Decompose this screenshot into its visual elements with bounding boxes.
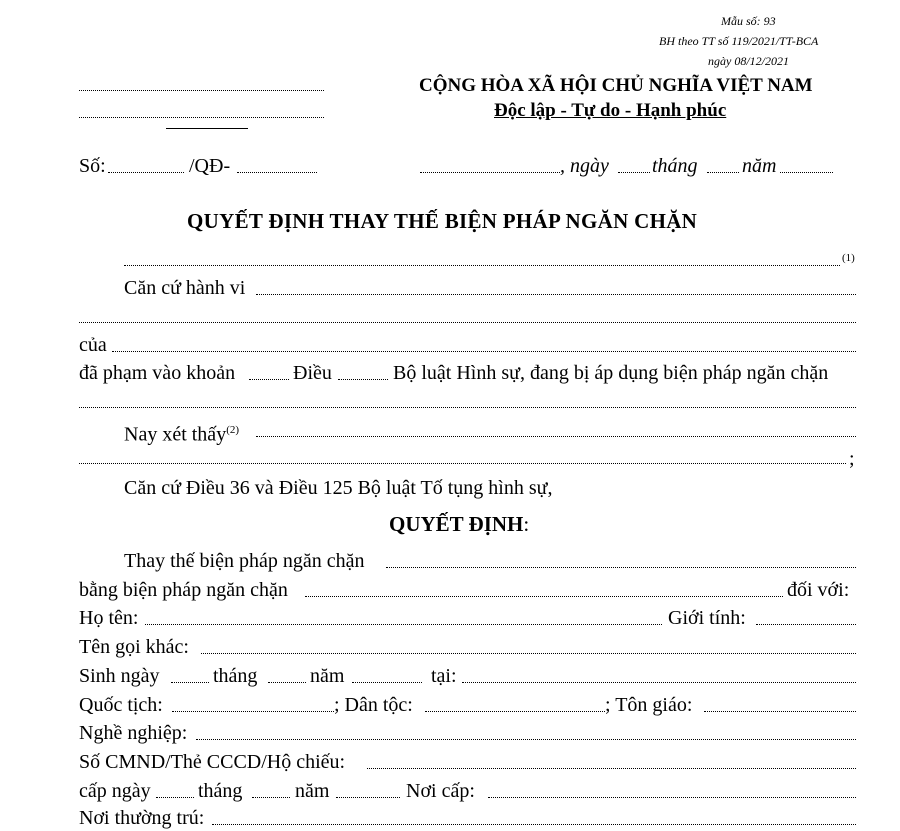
against-label: đối với: (787, 579, 850, 601)
birth-year-label: năm (310, 665, 345, 687)
article-label: Điều (293, 362, 332, 384)
agency-underline (166, 128, 248, 129)
national-name: CỘNG HÒA XÃ HỘI CHỦ NGHĨA VIỆT NAM (419, 75, 813, 96)
alias-label: Tên gọi khác: (79, 636, 189, 658)
consider-field-2[interactable] (79, 463, 846, 464)
birth-year-field[interactable] (352, 682, 422, 683)
number-field[interactable] (108, 172, 184, 173)
issue-place-label: Nơi cấp: (406, 780, 475, 802)
act-field-2[interactable] (79, 322, 856, 323)
issue-year-field[interactable] (336, 797, 400, 798)
birth-month-field[interactable] (268, 682, 306, 683)
by-field[interactable] (305, 596, 783, 597)
form-issued-with: BH theo TT số 119/2021/TT-BCA (659, 34, 819, 48)
document-title: QUYẾT ĐỊNH THAY THẾ BIỆN PHÁP NGĂN CHẶN (187, 209, 698, 233)
decision-heading: QUYẾT ĐỊNH: (389, 512, 530, 536)
birth-day-field[interactable] (171, 682, 209, 683)
alias-field[interactable] (201, 653, 856, 654)
nationality-field[interactable] (172, 711, 334, 712)
of-field[interactable] (112, 351, 856, 352)
birth-label: Sinh ngày (79, 665, 160, 687)
month-field[interactable] (707, 172, 739, 173)
form-issued-date: ngày 08/12/2021 (708, 54, 789, 68)
replace-field[interactable] (386, 567, 856, 568)
semicolon: ; (849, 448, 855, 470)
nationality-label: Quốc tịch: (79, 694, 163, 716)
gender-field[interactable] (756, 624, 856, 625)
gender-label: Giới tính: (668, 607, 746, 629)
day-field[interactable] (618, 172, 650, 173)
code-text: Bộ luật Hình sự, đang bị áp dụng biện pháp ngăn chặn (393, 362, 829, 384)
agency-line-1[interactable] (79, 90, 324, 91)
issue-date-label: cấp ngày (79, 780, 151, 802)
number-suffix: /QĐ- (189, 155, 231, 177)
year-field[interactable] (780, 172, 833, 173)
form-number: Mẫu số: 93 (721, 14, 776, 28)
number-label: Số: (79, 155, 106, 177)
residence-label: Nơi thường trú: (79, 807, 205, 829)
place-field[interactable] (420, 172, 560, 173)
year-label: năm (742, 155, 777, 177)
day-label: , ngày (560, 155, 609, 177)
id-field[interactable] (367, 768, 856, 769)
replace-label: Thay thế biện pháp ngăn chặn (124, 550, 365, 572)
name-field[interactable] (145, 624, 662, 625)
ethnicity-label: ; Dân tộc: (334, 694, 413, 716)
issue-place-field[interactable] (488, 797, 856, 798)
birth-month-label: tháng (213, 665, 258, 687)
measure-field[interactable] (79, 407, 856, 408)
by-label: bằng biện pháp ngăn chặn (79, 579, 288, 601)
id-label: Số CMND/Thẻ CCCD/Hộ chiếu: (79, 751, 346, 773)
article-field[interactable] (338, 379, 388, 380)
month-label: tháng (652, 155, 698, 177)
agency-line-2[interactable] (79, 117, 324, 118)
consider-field[interactable] (256, 436, 856, 437)
occupation-label: Nghề nghiệp: (79, 722, 188, 744)
issue-day-field[interactable] (156, 797, 194, 798)
birth-place-label: tại: (431, 665, 457, 687)
birth-place-field[interactable] (462, 682, 856, 683)
violated-clause-label: đã phạm vào khoản (79, 362, 236, 384)
religion-field[interactable] (704, 711, 856, 712)
act-label: Căn cứ hành vi (124, 277, 246, 299)
ethnicity-field[interactable] (425, 711, 605, 712)
footnote-2: (2) (226, 424, 240, 436)
footnote-1: (1) (842, 252, 855, 264)
name-label: Họ tên: (79, 607, 139, 629)
religion-label: ; Tôn giáo: (605, 694, 693, 716)
issue-month-label: tháng (198, 780, 243, 802)
residence-field[interactable] (212, 824, 856, 825)
occupation-field[interactable] (196, 739, 856, 740)
clause-field[interactable] (249, 379, 289, 380)
basis-line-1[interactable] (124, 265, 840, 266)
of-label: của (79, 334, 107, 356)
issue-year-label: năm (295, 780, 330, 802)
agency-code-field[interactable] (237, 172, 317, 173)
consider-label: Nay xét thấy$^{(2)}$ (124, 423, 240, 446)
national-motto: Độc lập - Tự do - Hạnh phúc (494, 100, 727, 121)
act-field[interactable] (256, 294, 856, 295)
legal-basis: Căn cứ Điều 36 và Điều 125 Bộ luật Tố tụng hình sự, (124, 477, 553, 499)
issue-month-field[interactable] (252, 797, 290, 798)
